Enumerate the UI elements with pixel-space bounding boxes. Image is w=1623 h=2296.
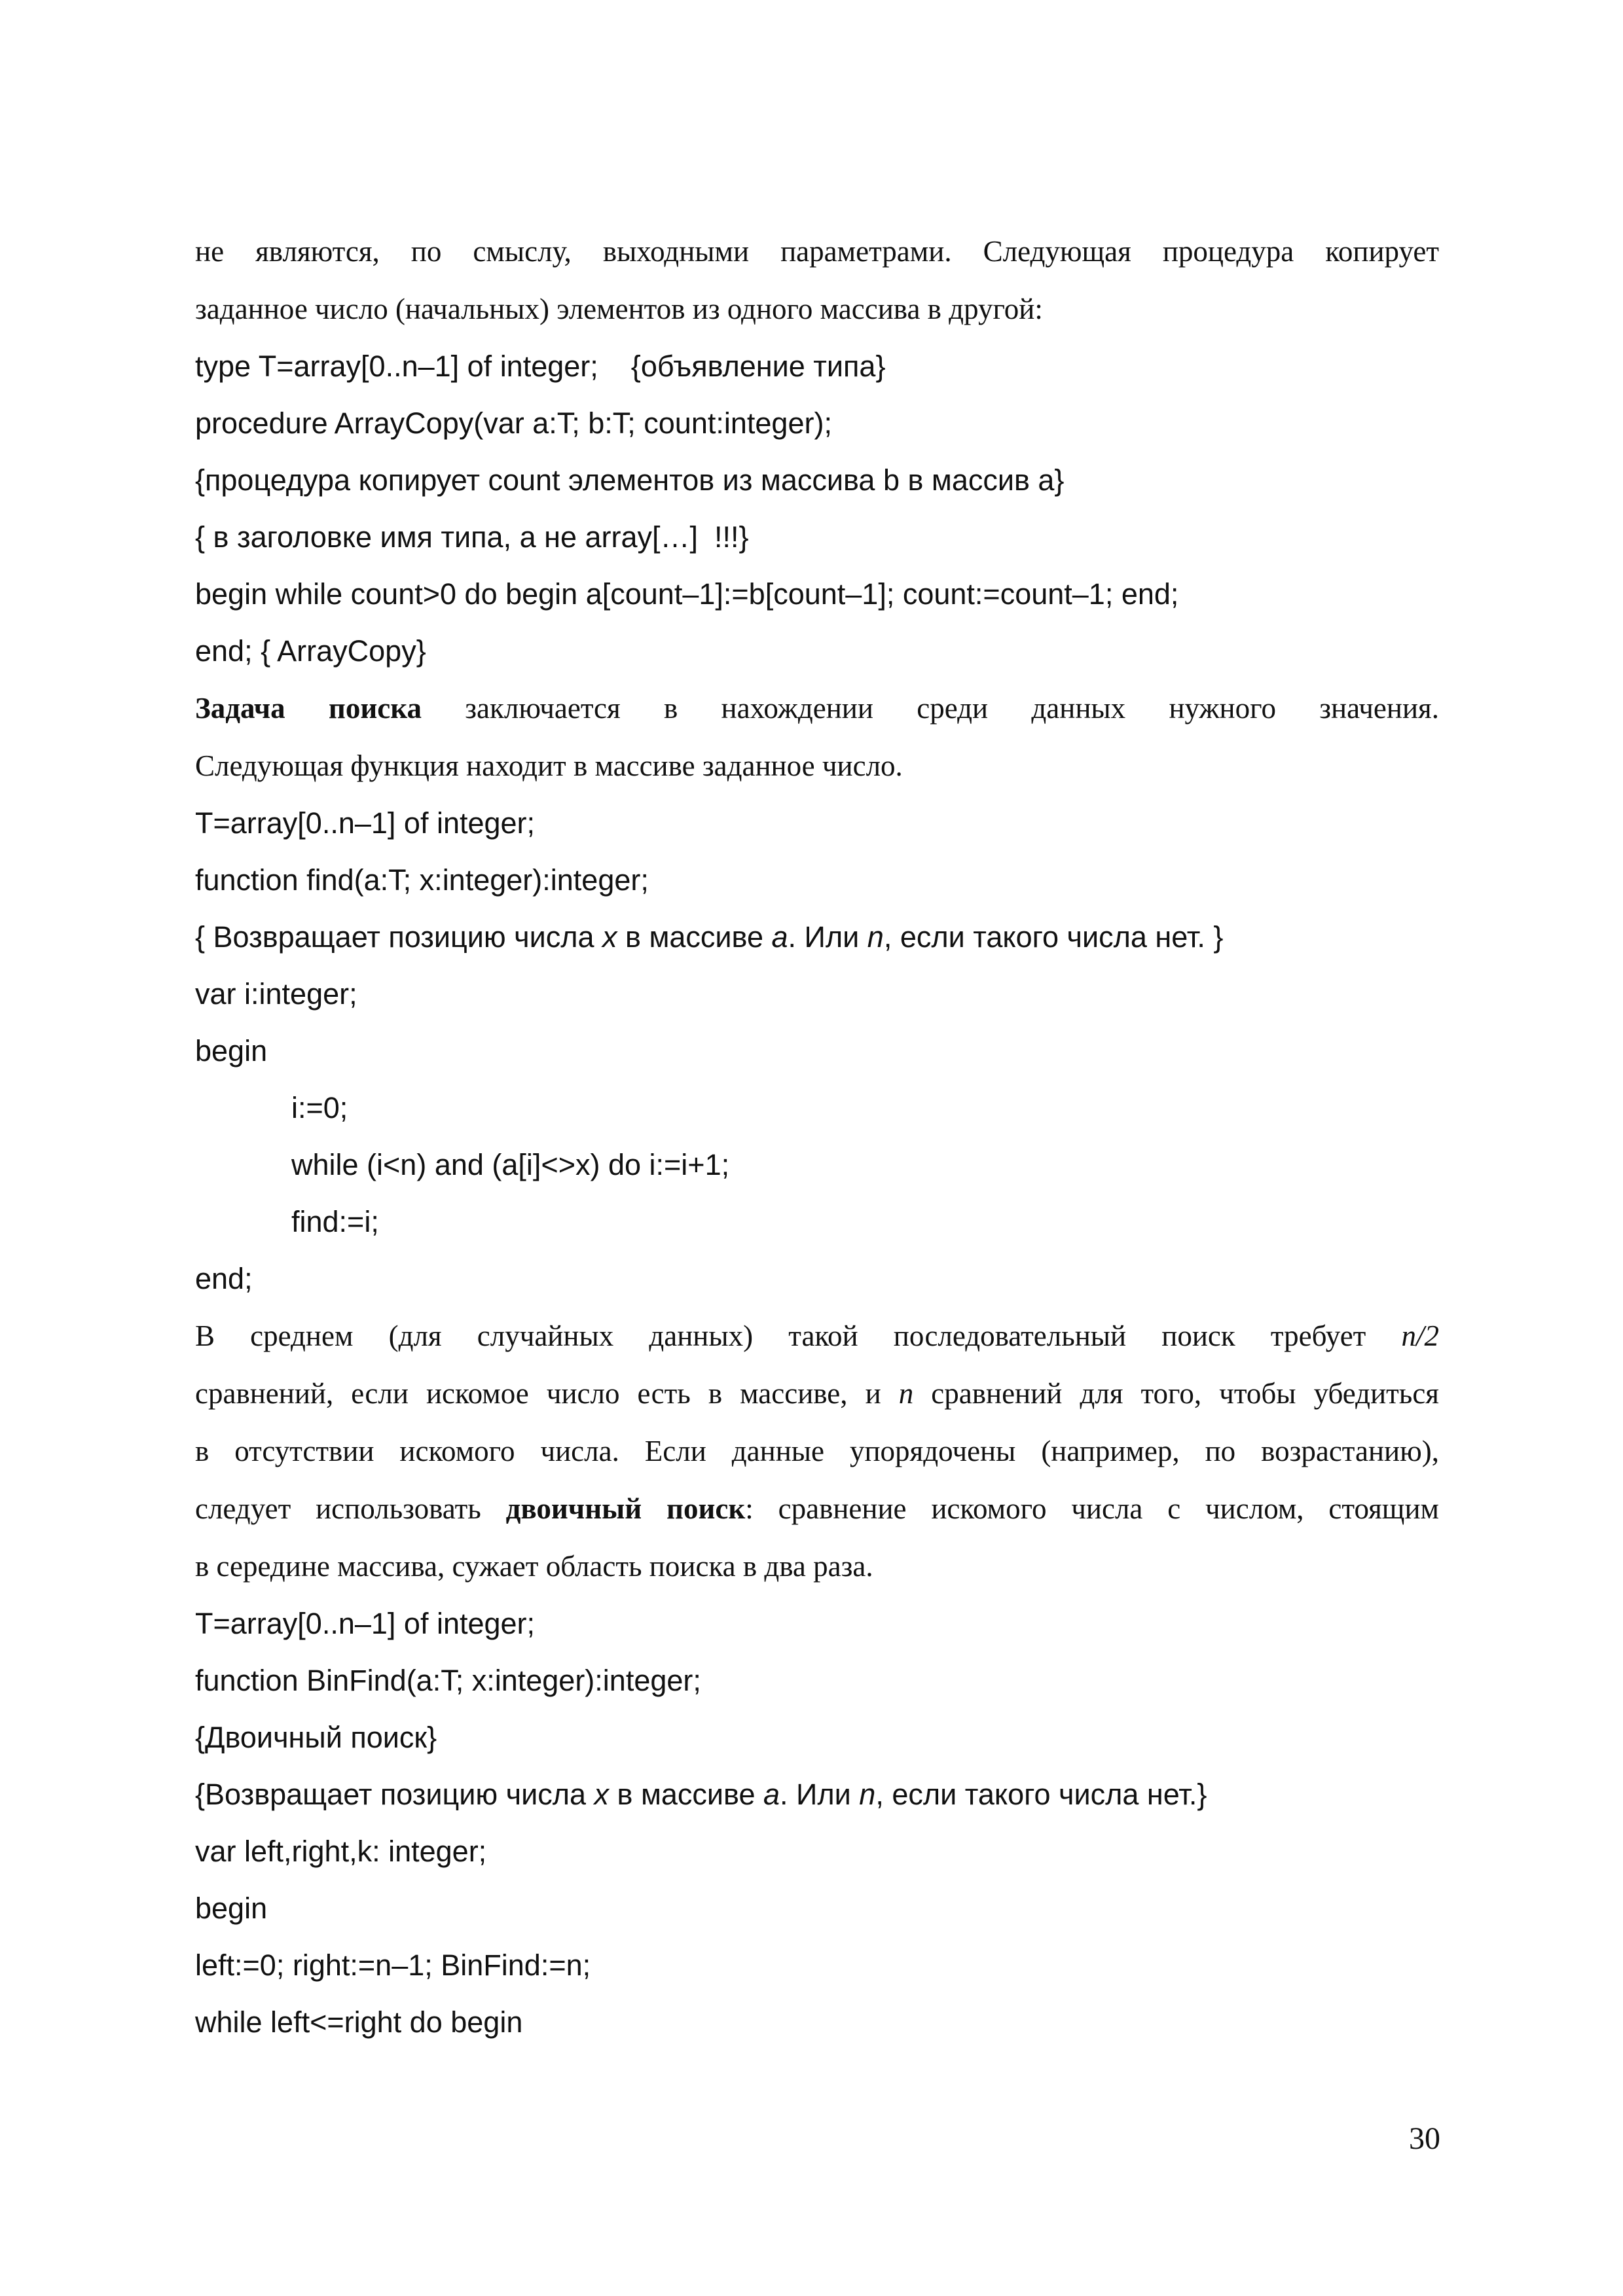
code-line: {процедура копирует count элементов из массива b в массив a} <box>195 463 1065 497</box>
code-line: while (i<n) and (a[i]<>x) do i:=i+1; <box>291 1148 730 1181</box>
var-x: x <box>594 1778 610 1811</box>
text-span: : сравнение искомого числа с числом, стоящим <box>745 1492 1439 1525</box>
text-span: , если такого числа нет.} <box>875 1778 1207 1811</box>
paragraph-line: в отсутствии искомого числа. Если данные упорядочены (например, по возрастанию), <box>195 1435 1439 1467</box>
code-line: find:=i; <box>291 1205 379 1238</box>
text-span: , если такого числа нет. } <box>883 920 1224 954</box>
code-line: function find(a:T; x:integer):integer; <box>195 863 649 897</box>
code-line: begin <box>195 1034 268 1067</box>
var-a: a <box>763 1778 780 1811</box>
text-span: сравнений, если искомое число есть в массиве, и <box>195 1377 899 1410</box>
text-span: следует использовать <box>195 1492 506 1525</box>
paragraph-line <box>195 1307 1439 1365</box>
page-number: 30 <box>1409 2121 1440 2156</box>
text-span: {Возвращает позицию числа <box>195 1778 594 1811</box>
page-content <box>195 223 1439 2051</box>
paragraph-line <box>195 1365 1439 1422</box>
var-x: x <box>602 920 617 954</box>
code-line <box>195 1766 1439 1823</box>
paragraph-line: Следующая функция находит в массиве заданное число. <box>195 749 903 782</box>
paragraph-line: заданное число (начальных) элементов из одного массива в другой: <box>195 293 1043 325</box>
code-line: T=array[0..n–1] of integer; <box>195 1607 536 1640</box>
code-line: type T=array[0..n–1] of integer; {объявление типа} <box>195 350 886 383</box>
code-line <box>195 908 1439 965</box>
text-span: в массиве <box>609 1778 763 1811</box>
code-line: i:=0; <box>291 1091 348 1124</box>
text-span: В среднем (для случайных данных) такой последовательный поиск требует <box>195 1319 1402 1352</box>
var-n: n <box>898 1377 914 1410</box>
code-line: end; <box>195 1262 253 1295</box>
paragraph-line: не являются, по смыслу, выходными параметрами. Следующая процедура копирует <box>195 235 1439 268</box>
var-n: n <box>867 920 884 954</box>
paragraph-line <box>195 679 1439 737</box>
paragraph-line <box>195 1480 1439 1537</box>
code-line: var i:integer; <box>195 977 357 1011</box>
code-line: {Двоичный поиск} <box>195 1721 437 1754</box>
text-span: сравнений для того, чтобы убедиться <box>913 1377 1440 1410</box>
paragraph-line: в середине массива, сужает область поиска в два раза. <box>195 1550 873 1583</box>
code-line: function BinFind(a:T; x:integer):integer; <box>195 1664 701 1697</box>
code-line: procedure ArrayCopy(var a:T; b:T; count:integer); <box>195 406 832 440</box>
code-line: begin while count>0 do begin a[count–1]:=b[count–1]; count:=count–1; end; <box>195 577 1179 611</box>
term-search-task: Задача поиска <box>195 692 422 725</box>
text-span: . Или <box>780 1778 860 1811</box>
text-span: заключается в нахождении среди данных нужного значения. <box>421 692 1439 725</box>
var-a: a <box>771 920 788 954</box>
text-span: . Или <box>788 920 867 954</box>
text-span: { Возвращает позицию числа <box>195 920 603 954</box>
code-line: { в заголовке имя типа, а не array[…] !!!} <box>195 520 749 554</box>
var-n: n <box>859 1778 876 1811</box>
code-line: T=array[0..n–1] of integer; <box>195 806 536 840</box>
code-line: end; { ArrayCopy} <box>195 634 426 668</box>
text-span: в массиве <box>617 920 772 954</box>
code-line: left:=0; right:=n–1; BinFind:=n; <box>195 1948 591 1982</box>
code-line: begin <box>195 1892 268 1925</box>
term-binary-search: двоичный поиск <box>505 1492 746 1525</box>
code-line: while left<=right do begin <box>195 2005 523 2039</box>
formula-n-half: n/2 <box>1401 1319 1439 1352</box>
code-line: var left,right,k: integer; <box>195 1835 487 1868</box>
